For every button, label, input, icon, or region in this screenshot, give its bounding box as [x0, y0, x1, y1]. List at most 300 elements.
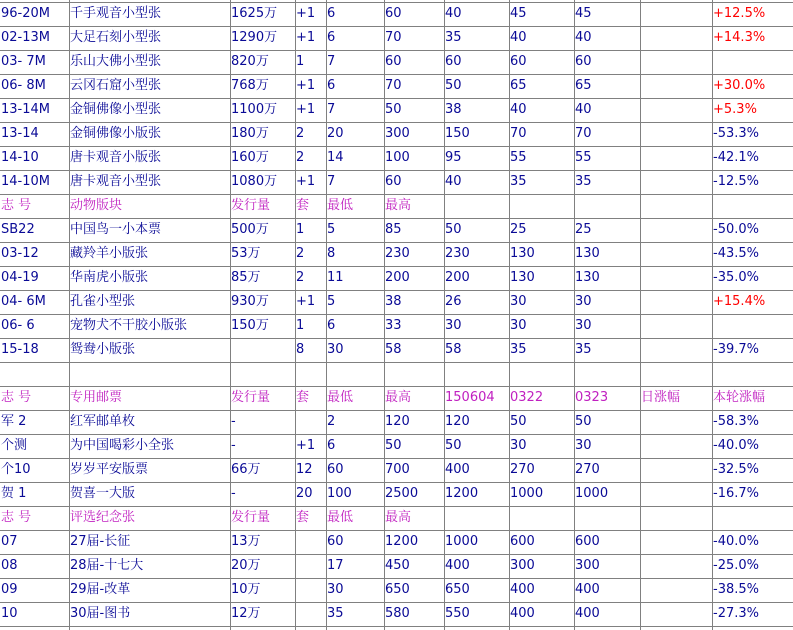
col-name-cell[interactable]: 红军邮单枚 [70, 414, 136, 429]
col-daily-cell[interactable] [640, 170, 712, 194]
col-name-cell[interactable]: 27届-长征 [70, 534, 131, 549]
col-low-cell[interactable]: 11 [327, 270, 344, 285]
col-daily-cell[interactable] [640, 290, 712, 314]
col-150604-cell[interactable]: 50 [445, 222, 462, 237]
col-id-cell[interactable]: SB22 [1, 222, 35, 237]
col-set-cell[interactable]: 1 [296, 54, 305, 69]
col-low-cell[interactable]: 6 [327, 438, 336, 453]
col-daily-cell[interactable] [640, 530, 712, 554]
col-0322-cell[interactable]: 400 [510, 606, 535, 621]
col-issue-cell[interactable]: 930万 [231, 294, 269, 309]
col-change-cell[interactable]: -42.1% [713, 150, 759, 165]
col-issue-cell[interactable]: 150万 [231, 318, 269, 333]
col-change-cell[interactable]: -40.0% [713, 438, 759, 453]
col-0322-cell[interactable] [509, 506, 574, 530]
col-0322-cell[interactable]: 0322 [510, 390, 544, 405]
col-id-cell[interactable]: 志 号 [1, 198, 32, 213]
col-set-cell[interactable] [295, 530, 326, 554]
table-row [0, 50, 793, 74]
table-row [0, 338, 793, 362]
col-high-cell[interactable]: 85 [385, 222, 402, 237]
table-row [0, 122, 793, 146]
col-issue-cell[interactable]: 85万 [231, 270, 261, 285]
table-row [0, 74, 793, 98]
col-issue-cell[interactable]: 53万 [231, 246, 261, 261]
col-high-cell[interactable]: 700 [385, 462, 410, 477]
col-id-cell[interactable]: 14-10M [1, 174, 50, 189]
col-id-cell[interactable]: 10 [1, 606, 18, 621]
col-150604-cell[interactable]: 200 [445, 270, 470, 285]
col-id-cell[interactable]: 04- 6M [1, 294, 46, 309]
col-high-cell[interactable]: 200 [385, 270, 410, 285]
col-name-cell[interactable]: 评选纪念张 [70, 510, 136, 525]
col-name-cell[interactable]: 金铜佛像小版张 [70, 126, 162, 141]
col-0322-cell[interactable] [509, 362, 574, 386]
col-high-cell[interactable]: 33 [385, 318, 402, 333]
col-issue-cell[interactable]: 768万 [231, 78, 269, 93]
col-0323-cell[interactable]: 30 [575, 318, 592, 333]
col-low-cell[interactable]: 8 [327, 246, 336, 261]
col-daily-cell[interactable] [640, 362, 712, 386]
col-name-cell[interactable]: 专用邮票 [70, 390, 123, 405]
col-set-cell[interactable]: +1 [296, 294, 316, 309]
col-0322-cell[interactable]: 1000 [510, 486, 544, 501]
col-0322-cell[interactable]: 65 [510, 78, 527, 93]
col-change-cell[interactable] [712, 314, 793, 338]
col-set-cell[interactable]: +1 [296, 102, 316, 117]
col-id-cell[interactable]: 09 [1, 582, 18, 597]
col-set-cell[interactable]: 套 [296, 198, 310, 213]
col-0323-cell[interactable]: 130 [575, 270, 600, 285]
col-150604-cell[interactable]: 1000 [445, 534, 479, 549]
table-row [0, 554, 793, 578]
col-daily-cell[interactable] [640, 506, 712, 530]
col-high-cell[interactable]: 最高 [385, 390, 412, 405]
col-issue-cell[interactable]: 发行量 [231, 390, 271, 405]
table-row [0, 170, 793, 194]
col-issue-cell[interactable]: 1080万 [231, 174, 278, 189]
col-daily-cell[interactable] [640, 578, 712, 602]
col-150604-cell[interactable]: 38 [445, 102, 462, 117]
col-0323-cell[interactable]: 50 [575, 414, 592, 429]
col-daily-cell[interactable] [640, 434, 712, 458]
col-change-cell[interactable]: -32.5% [713, 462, 759, 477]
col-name-cell[interactable]: 中国鸟一小本票 [70, 222, 162, 237]
col-set-cell[interactable]: 套 [296, 390, 310, 405]
col-issue-cell[interactable]: 1625万 [231, 6, 278, 21]
col-150604-cell[interactable]: 150604 [445, 390, 495, 405]
col-name-cell[interactable]: 千手观音小型张 [70, 6, 162, 21]
col-low-cell[interactable]: 100 [327, 486, 352, 501]
col-name-cell[interactable]: 华南虎小版张 [70, 270, 149, 285]
col-0322-cell[interactable]: 25 [510, 222, 527, 237]
col-low-cell[interactable]: 6 [327, 6, 336, 21]
col-low-cell[interactable]: 17 [327, 558, 344, 573]
col-issue-cell[interactable] [230, 338, 295, 362]
col-id-cell[interactable]: 04-19 [1, 270, 39, 285]
col-150604-cell[interactable]: 50 [445, 438, 462, 453]
col-high-cell[interactable]: 60 [385, 54, 402, 69]
col-set-cell[interactable]: 套 [296, 510, 310, 525]
col-set-cell[interactable] [295, 554, 326, 578]
col-high-cell[interactable]: 100 [385, 150, 410, 165]
col-daily-cell[interactable] [640, 314, 712, 338]
col-change-cell[interactable] [712, 506, 793, 530]
col-set-cell[interactable]: 2 [296, 126, 305, 141]
col-issue-cell[interactable]: 发行量 [231, 198, 271, 213]
col-daily-cell[interactable] [640, 410, 712, 434]
col-name-cell[interactable]: 唐卡观音小版张 [70, 150, 162, 165]
col-0322-cell[interactable]: 270 [510, 462, 535, 477]
col-daily-cell[interactable] [640, 194, 712, 218]
col-0322-cell[interactable]: 130 [510, 246, 535, 261]
col-set-cell[interactable]: 1 [296, 222, 305, 237]
col-issue-cell[interactable] [230, 362, 295, 386]
col-0323-cell[interactable]: 35 [575, 342, 592, 357]
col-daily-cell[interactable] [640, 146, 712, 170]
col-high-cell[interactable]: 38 [385, 294, 402, 309]
col-150604-cell[interactable] [444, 362, 509, 386]
col-low-cell[interactable]: 6 [327, 318, 336, 333]
header-row [0, 386, 793, 410]
col-0322-cell[interactable]: 130 [510, 270, 535, 285]
col-daily-cell[interactable] [640, 122, 712, 146]
col-name-cell[interactable]: 藏羚羊小版张 [70, 246, 149, 261]
col-id-cell[interactable]: 08 [1, 558, 18, 573]
col-0322-cell[interactable]: 60 [510, 54, 527, 69]
col-low-cell[interactable]: 30 [327, 342, 344, 357]
col-0323-cell[interactable]: 270 [575, 462, 600, 477]
col-id-cell[interactable]: 军 2 [1, 414, 27, 429]
col-id-cell[interactable]: 个10 [1, 462, 31, 477]
col-change-cell[interactable]: -35.0% [713, 270, 759, 285]
col-low-cell[interactable]: 14 [327, 150, 344, 165]
col-set-cell[interactable]: +1 [296, 438, 316, 453]
col-change-cell[interactable]: -43.5% [713, 246, 759, 261]
col-low-cell[interactable]: 7 [327, 54, 336, 69]
col-0323-cell[interactable]: 30 [575, 438, 592, 453]
col-change-cell[interactable]: -50.0% [713, 222, 759, 237]
col-0323-cell[interactable] [574, 194, 640, 218]
col-low-cell[interactable]: 最低 [327, 198, 354, 213]
col-low-cell[interactable]: 2 [327, 414, 336, 429]
col-high-cell[interactable]: 最高 [385, 198, 412, 213]
col-low-cell[interactable]: 35 [327, 606, 344, 621]
col-high-cell[interactable]: 60 [385, 174, 402, 189]
col-150604-cell[interactable]: 1200 [445, 486, 479, 501]
col-set-cell[interactable]: 12 [296, 462, 313, 477]
col-issue-cell[interactable]: - [231, 438, 236, 453]
col-0322-cell[interactable]: 55 [510, 150, 527, 165]
col-low-cell[interactable]: 60 [327, 534, 344, 549]
col-0323-cell[interactable]: 0323 [575, 390, 609, 405]
col-0323-cell[interactable]: 40 [575, 30, 592, 45]
col-low-cell[interactable]: 5 [327, 294, 336, 309]
col-150604-cell[interactable]: 400 [445, 462, 470, 477]
col-id-cell[interactable]: 07 [1, 534, 18, 549]
col-0323-cell[interactable]: 300 [575, 558, 600, 573]
col-150604-cell[interactable]: 550 [445, 606, 470, 621]
col-daily-cell[interactable] [640, 242, 712, 266]
col-high-cell[interactable]: 300 [385, 126, 410, 141]
col-0323-cell[interactable]: 45 [575, 6, 592, 21]
col-name-cell[interactable]: 为中国喝彩小全张 [70, 438, 175, 453]
col-set-cell[interactable]: 2 [296, 270, 305, 285]
col-set-cell[interactable] [295, 602, 326, 626]
col-daily-cell[interactable] [640, 26, 712, 50]
col-issue-cell[interactable]: - [231, 486, 236, 501]
table-row [0, 242, 793, 266]
col-low-cell[interactable] [326, 362, 384, 386]
col-150604-cell[interactable]: 35 [445, 30, 462, 45]
col-id-cell[interactable]: 13-14 [1, 126, 39, 141]
col-issue-cell[interactable]: 180万 [231, 126, 269, 141]
col-150604-cell[interactable]: 120 [445, 414, 470, 429]
col-0323-cell[interactable]: 130 [575, 246, 600, 261]
col-change-cell[interactable]: +5.3% [713, 102, 757, 117]
col-daily-cell[interactable] [640, 218, 712, 242]
col-0322-cell[interactable]: 70 [510, 126, 527, 141]
col-issue-cell[interactable]: 13万 [231, 534, 261, 549]
table-row [0, 434, 793, 458]
col-id-cell[interactable]: 个测 [1, 438, 28, 453]
col-0323-cell[interactable]: 55 [575, 150, 592, 165]
col-0323-cell[interactable]: 40 [575, 102, 592, 117]
col-high-cell[interactable]: 2500 [385, 486, 419, 501]
header-row [0, 506, 793, 530]
col-daily-cell[interactable] [640, 602, 712, 626]
col-0322-cell[interactable]: 30 [510, 438, 527, 453]
col-150604-cell[interactable]: 58 [445, 342, 462, 357]
col-set-cell[interactable]: 20 [296, 486, 313, 501]
col-set-cell[interactable] [295, 578, 326, 602]
col-150604-cell[interactable]: 95 [445, 150, 462, 165]
col-daily-cell[interactable] [640, 50, 712, 74]
col-change-cell[interactable]: -16.7% [713, 486, 759, 501]
col-issue-cell[interactable]: 160万 [231, 150, 269, 165]
col-id-cell[interactable] [0, 362, 69, 386]
col-name-cell[interactable] [69, 362, 230, 386]
col-daily-cell[interactable] [640, 554, 712, 578]
col-name-cell[interactable]: 孔雀小型张 [70, 294, 136, 309]
col-set-cell[interactable]: +1 [296, 6, 316, 21]
col-set-cell[interactable] [295, 362, 326, 386]
col-name-cell[interactable]: 动物版块 [70, 198, 123, 213]
col-id-cell[interactable]: 14-10 [1, 150, 39, 165]
col-150604-cell[interactable]: 50 [445, 78, 462, 93]
col-high-cell[interactable]: 58 [385, 342, 402, 357]
col-change-cell[interactable]: +14.3% [713, 30, 766, 45]
col-id-cell[interactable]: 06- 6 [1, 318, 35, 333]
col-issue-cell[interactable]: 发行量 [231, 510, 271, 525]
col-0322-cell[interactable]: 40 [510, 102, 527, 117]
col-set-cell[interactable]: +1 [296, 174, 316, 189]
col-change-cell[interactable]: -38.5% [713, 582, 759, 597]
col-issue-cell[interactable]: 820万 [231, 54, 269, 69]
col-0323-cell[interactable] [574, 506, 640, 530]
col-150604-cell[interactable]: 60 [445, 54, 462, 69]
col-high-cell[interactable]: 450 [385, 558, 410, 573]
col-0322-cell[interactable] [509, 194, 574, 218]
col-0323-cell[interactable]: 400 [575, 582, 600, 597]
col-issue-cell[interactable]: 66万 [231, 462, 261, 477]
col-issue-cell[interactable]: 10万 [231, 582, 261, 597]
col-high-cell[interactable]: 最高 [385, 510, 412, 525]
col-daily-cell[interactable] [640, 74, 712, 98]
col-daily-cell[interactable]: 日涨幅 [641, 390, 681, 405]
col-set-cell[interactable]: 8 [296, 342, 305, 357]
col-low-cell[interactable]: 60 [327, 462, 344, 477]
col-name-cell[interactable]: 岁岁平安版票 [70, 462, 149, 477]
col-150604-cell[interactable]: 30 [445, 318, 462, 333]
col-0322-cell[interactable]: 40 [510, 30, 527, 45]
col-id-cell[interactable]: 志 号 [1, 390, 32, 405]
col-id-cell[interactable]: 15-18 [1, 342, 39, 357]
col-high-cell[interactable]: 230 [385, 246, 410, 261]
col-high-cell[interactable]: 50 [385, 102, 402, 117]
col-change-cell[interactable]: -53.3% [713, 126, 759, 141]
col-id-cell[interactable]: 贺 1 [1, 486, 27, 501]
col-150604-cell[interactable]: 40 [445, 174, 462, 189]
col-daily-cell[interactable] [640, 338, 712, 362]
col-change-cell[interactable] [712, 194, 793, 218]
col-name-cell[interactable]: 大足石刻小型张 [70, 30, 162, 45]
col-150604-cell[interactable]: 40 [445, 6, 462, 21]
col-set-cell[interactable] [295, 410, 326, 434]
col-set-cell[interactable]: +1 [296, 30, 316, 45]
col-change-cell[interactable]: 本轮涨幅 [713, 390, 766, 405]
col-change-cell[interactable] [712, 362, 793, 386]
col-daily-cell[interactable] [640, 2, 712, 26]
col-low-cell[interactable]: 6 [327, 30, 336, 45]
col-high-cell[interactable]: 60 [385, 6, 402, 21]
col-change-cell[interactable]: -39.7% [713, 342, 759, 357]
col-0323-cell[interactable]: 600 [575, 534, 600, 549]
col-0323-cell[interactable]: 30 [575, 294, 592, 309]
col-change-cell[interactable]: -25.0% [713, 558, 759, 573]
col-set-cell[interactable]: 1 [296, 318, 305, 333]
col-low-cell[interactable]: 20 [327, 126, 344, 141]
col-id-cell[interactable]: 96-20M [1, 6, 50, 21]
col-0322-cell[interactable]: 35 [510, 342, 527, 357]
col-id-cell[interactable]: 02-13M [1, 30, 50, 45]
col-name-cell[interactable]: 30届-图书 [70, 606, 131, 621]
col-0322-cell[interactable]: 300 [510, 558, 535, 573]
col-issue-cell[interactable]: 20万 [231, 558, 261, 573]
col-set-cell[interactable]: +1 [296, 78, 316, 93]
col-low-cell[interactable]: 7 [327, 174, 336, 189]
col-name-cell[interactable]: 贺喜一大版 [70, 486, 136, 501]
table-row [0, 530, 793, 554]
col-150604-cell[interactable]: 400 [445, 558, 470, 573]
col-name-cell[interactable]: 鸳鸯小版张 [70, 342, 136, 357]
blank-row [0, 362, 793, 386]
col-name-cell[interactable]: 乐山大佛小型张 [70, 54, 162, 69]
col-issue-cell[interactable]: 12万 [231, 606, 261, 621]
col-low-cell[interactable]: 5 [327, 222, 336, 237]
col-daily-cell[interactable] [640, 482, 712, 506]
col-change-cell[interactable]: +15.4% [713, 294, 766, 309]
col-change-cell[interactable]: -58.3% [713, 414, 759, 429]
col-name-cell[interactable]: 金铜佛像小型张 [70, 102, 162, 117]
col-low-cell[interactable]: 最低 [327, 390, 354, 405]
col-150604-cell[interactable]: 26 [445, 294, 462, 309]
col-change-cell[interactable]: -12.5% [713, 174, 759, 189]
col-id-cell[interactable]: 03-12 [1, 246, 39, 261]
col-0322-cell[interactable]: 600 [510, 534, 535, 549]
col-high-cell[interactable]: 120 [385, 414, 410, 429]
col-change-cell[interactable]: +30.0% [713, 78, 766, 93]
col-0322-cell[interactable]: 30 [510, 294, 527, 309]
col-150604-cell[interactable]: 230 [445, 246, 470, 261]
col-0323-cell[interactable] [574, 362, 640, 386]
col-high-cell[interactable]: 1200 [385, 534, 419, 549]
table-row [0, 98, 793, 122]
col-0323-cell[interactable]: 70 [575, 126, 592, 141]
col-0322-cell[interactable]: 400 [510, 582, 535, 597]
col-low-cell[interactable]: 30 [327, 582, 344, 597]
col-high-cell[interactable] [384, 362, 444, 386]
col-150604-cell[interactable] [444, 194, 509, 218]
col-high-cell[interactable]: 580 [385, 606, 410, 621]
col-change-cell[interactable]: +12.5% [713, 6, 766, 21]
col-daily-cell[interactable] [640, 266, 712, 290]
col-high-cell[interactable]: 50 [385, 438, 402, 453]
col-0323-cell[interactable]: 35 [575, 174, 592, 189]
col-0323-cell[interactable]: 25 [575, 222, 592, 237]
col-id-cell[interactable]: 志 号 [1, 510, 32, 525]
col-high-cell[interactable]: 70 [385, 30, 402, 45]
col-0323-cell[interactable]: 60 [575, 54, 592, 69]
col-change-cell[interactable]: -40.0% [713, 534, 759, 549]
col-0322-cell[interactable]: 30 [510, 318, 527, 333]
col-low-cell[interactable]: 6 [327, 78, 336, 93]
col-set-cell[interactable]: 2 [296, 150, 305, 165]
col-0323-cell[interactable]: 1000 [575, 486, 609, 501]
col-daily-cell[interactable] [640, 458, 712, 482]
col-set-cell[interactable]: 2 [296, 246, 305, 261]
col-id-cell[interactable]: 03- 7M [1, 54, 46, 69]
col-name-cell[interactable]: 云冈石窟小型张 [70, 78, 162, 93]
col-0323-cell[interactable]: 65 [575, 78, 592, 93]
col-0322-cell[interactable]: 45 [510, 6, 527, 21]
col-change-cell[interactable] [712, 50, 793, 74]
col-id-cell[interactable]: 06- 8M [1, 78, 46, 93]
col-150604-cell[interactable]: 650 [445, 582, 470, 597]
col-high-cell[interactable]: 70 [385, 78, 402, 93]
col-low-cell[interactable]: 最低 [327, 510, 354, 525]
col-issue-cell[interactable]: 1290万 [231, 30, 278, 45]
col-0323-cell[interactable]: 400 [575, 606, 600, 621]
col-daily-cell[interactable] [640, 98, 712, 122]
col-high-cell[interactable]: 650 [385, 582, 410, 597]
col-change-cell[interactable]: -27.3% [713, 606, 759, 621]
col-issue-cell[interactable]: - [231, 414, 236, 429]
col-low-cell[interactable]: 7 [327, 102, 336, 117]
col-name-cell[interactable]: 宠物犬不干胶小版张 [70, 318, 188, 333]
col-name-cell[interactable]: 28届-十七大 [70, 558, 144, 573]
col-name-cell[interactable]: 29届-改革 [70, 582, 131, 597]
col-id-cell[interactable]: 13-14M [1, 102, 50, 117]
table-row [0, 218, 793, 242]
col-issue-cell[interactable]: 1100万 [231, 102, 278, 117]
col-0322-cell[interactable]: 50 [510, 414, 527, 429]
col-name-cell[interactable]: 唐卡观音小型张 [70, 174, 162, 189]
col-0322-cell[interactable]: 35 [510, 174, 527, 189]
col-issue-cell[interactable]: 500万 [231, 222, 269, 237]
col-150604-cell[interactable] [444, 506, 509, 530]
col-150604-cell[interactable]: 150 [445, 126, 470, 141]
